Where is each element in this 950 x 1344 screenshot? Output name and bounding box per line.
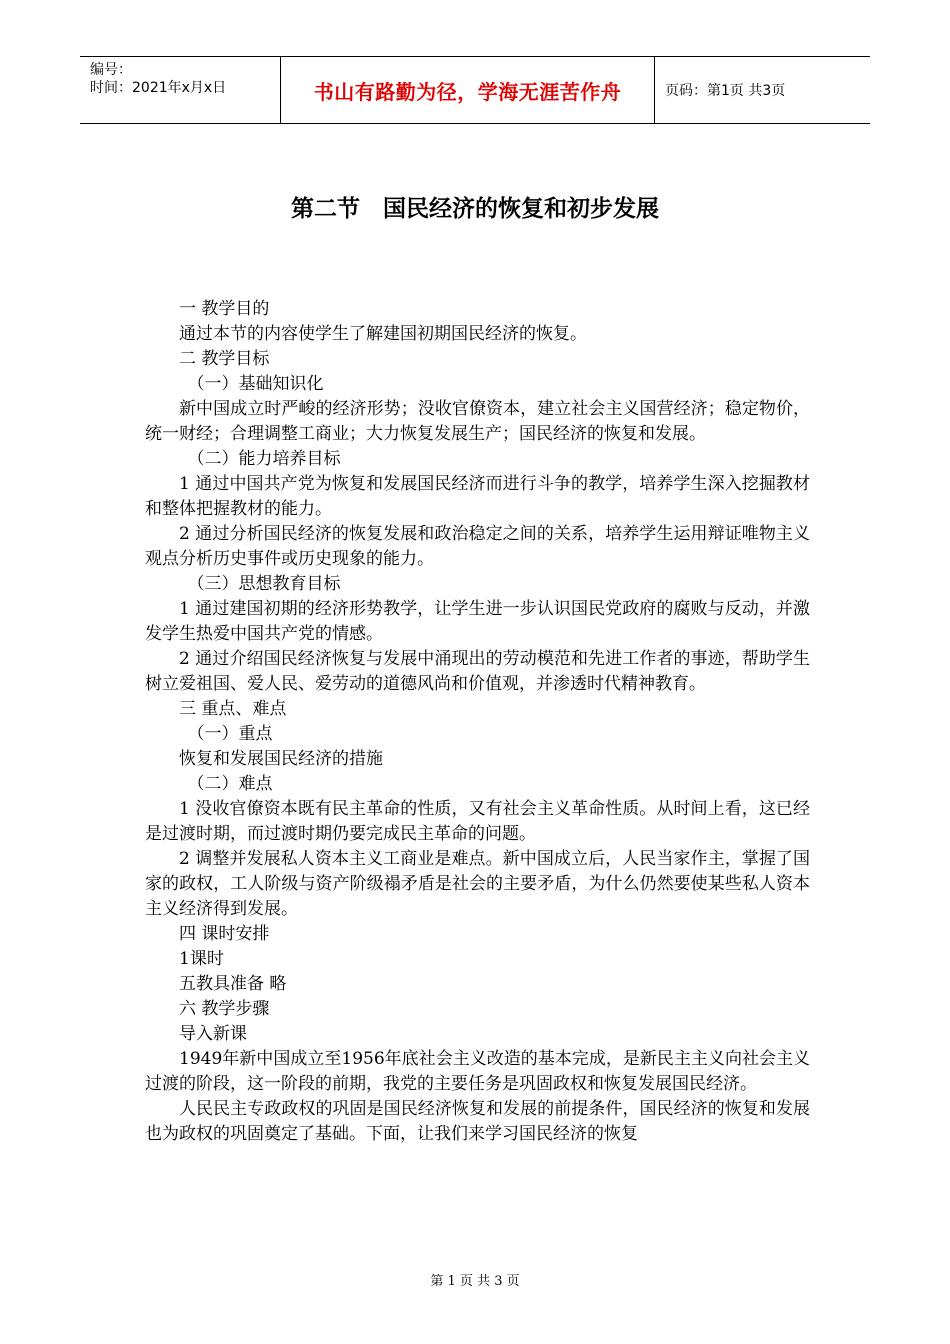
paragraph: 六 教学步骤 (179, 999, 270, 1019)
section-heading: 一 教学目的 (179, 299, 270, 319)
section-heading: 二 教学目标 (179, 349, 270, 369)
section-heading: 三 重点、难点 (179, 699, 287, 719)
paragraph: 人民民主专政政权的巩固是国民经济恢复和发展的前提条件，国民经济的恢复和发展也为政权的巩固奠定了基础。下面，让我们来学习国民经济的恢复 (145, 1099, 810, 1144)
paragraph: 1949年新中国成立至1956年底社会主义改造的基本完成，是新民主主义向社会主义过渡的阶段，这一阶段的前期，我党的主要任务是巩固政权和恢复发展国民经济。 (145, 1049, 810, 1094)
header-page-info: 页码：第1页 共3页 (665, 83, 786, 99)
paragraph: 2 通过分析国民经济的恢复发展和政治稳定之间的关系，培养学生运用辩证唯物主义观点分析历史事件或历史现象的能力。 (145, 524, 810, 569)
section-heading: （一）重点 (187, 724, 273, 744)
paragraph: 导入新课 (179, 1024, 247, 1044)
paragraph: 五教具准备 略 (179, 974, 287, 994)
paragraph: 2 通过介绍国民经济恢复与发展中涌现出的劳动模范和先进工作者的事迹，帮助学生树立爱祖国、爱人民、爱劳动的道德风尚和价值观，并渗透时代精神教育。 (145, 649, 810, 694)
paragraph: 1 没收官僚资本既有民主革命的性质，又有社会主义革命性质。从时间上看，这已经是过渡时期，而过渡时期仍要完成民主革命的问题。 (145, 799, 810, 844)
paragraph: 恢复和发展国民经济的措施 (179, 749, 383, 769)
header-meta (80, 57, 281, 123)
header-motto: 书山有路勤为径，学海无涯苦作舟 (281, 57, 655, 123)
paragraph: 1课时 (179, 949, 224, 969)
section-heading: 四 课时安排 (179, 924, 270, 944)
section-heading: （二）能力培养目标 (187, 449, 341, 469)
paragraph: 2 调整并发展私人资本主义工商业是难点。新中国成立后，人民当家作主，掌握了国家的政权，工人阶级与资产阶级褟矛盾是社会的主要矛盾，为什么仍然要使某些私人资本主义经济得到发展。 (145, 849, 810, 919)
paragraph: 1 通过建国初期的经济形势教学，让学生进一步认识国民党政府的腐败与反动，并激发学生热爱中国共产党的情感。 (145, 599, 810, 644)
paragraph: 通过本节的内容使学生了解建国初期国民经济的恢复。 (179, 324, 587, 344)
time-label: 时间：2021年x月x日 (90, 80, 227, 96)
section-heading: （三）思想教育目标 (187, 574, 341, 594)
number-label: 编号： (90, 62, 132, 78)
paragraph: 新中国成立时严峻的经济形势；没收官僚资本，建立社会主义国营经济；稳定物价，统一财经；合理调整工商业；大力恢复发展生产；国民经济的恢复和发展。 (145, 399, 810, 444)
page-header (80, 56, 870, 124)
document-body (145, 297, 810, 1147)
section-heading: （二）难点 (187, 774, 273, 794)
section-heading: （一）基础知识化 (187, 374, 324, 394)
page-title: 第二节 国民经济的恢复和初步发展 (291, 196, 659, 222)
page-footer: 第 1 页 共 3 页 (430, 1274, 520, 1289)
paragraph: 1 通过中国共产党为恢复和发展国民经济而进行斗争的教学，培养学生深入挖掘教材和整体把握教材的能力。 (145, 474, 810, 519)
